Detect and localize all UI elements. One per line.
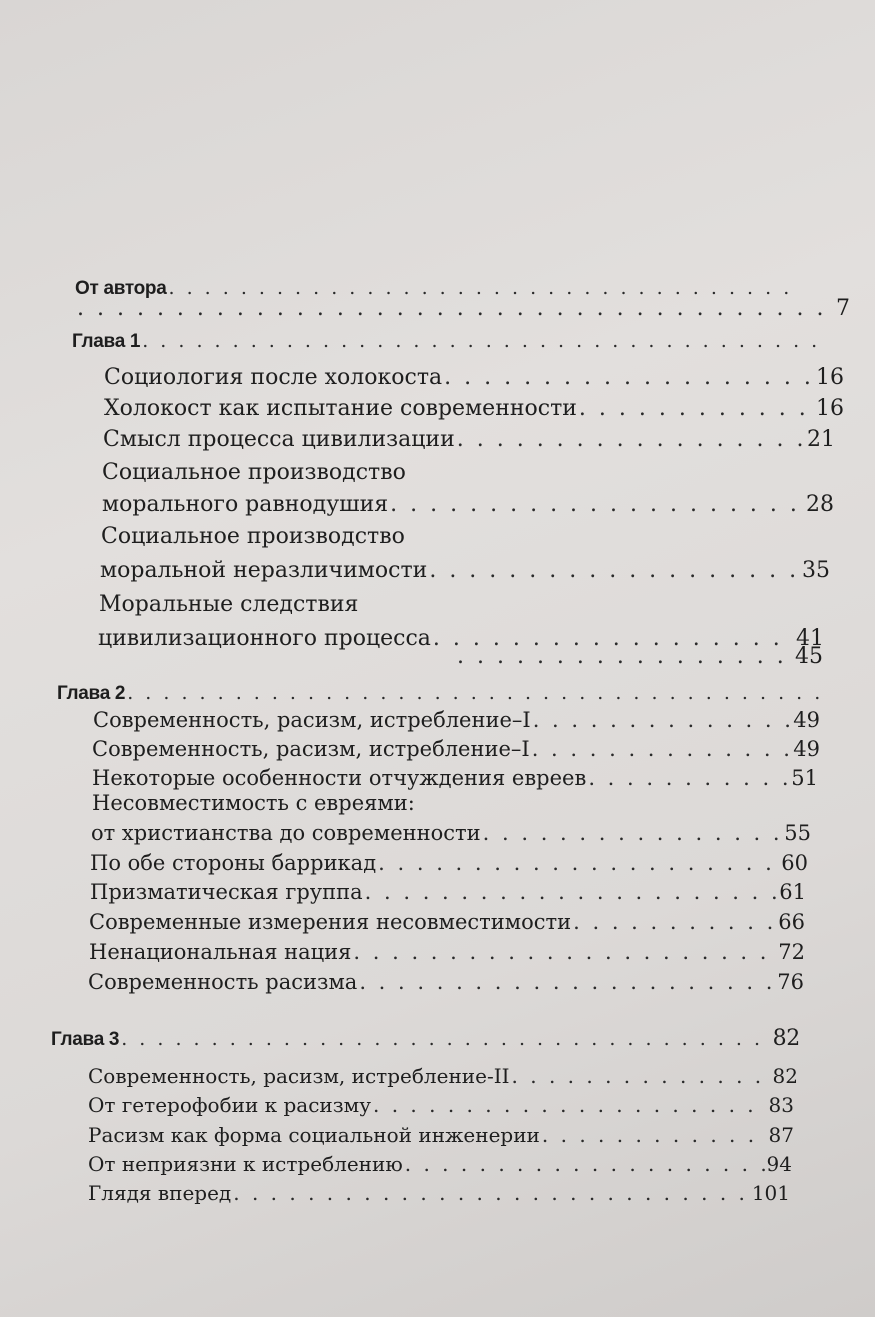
dot-leader — [483, 820, 783, 846]
chapter-title: Глава 1 — [72, 331, 141, 352]
toc-chapter-2-heading — [57, 682, 823, 705]
page-number: 35 — [802, 558, 830, 583]
toc-entry — [91, 820, 811, 846]
entry-title: От неприязни к истреблению — [88, 1152, 403, 1176]
page-number: 45 — [795, 644, 823, 669]
entry-title: Глядя вперед — [88, 1181, 232, 1205]
toc-entry — [89, 939, 805, 965]
entry-title: Социология после холокоста — [104, 365, 443, 390]
entry-title: Современные измерения несовместимости — [89, 910, 572, 934]
chapter-title: От автора — [75, 278, 167, 299]
toc-author-heading — [75, 263, 805, 300]
entry-title: цивилизационного процесса — [98, 626, 431, 651]
page-number: 21 — [807, 427, 835, 452]
dot-leader — [457, 644, 793, 670]
entry-title: Ненациональная нация — [89, 940, 352, 964]
dot-leader — [359, 969, 775, 995]
page-number: 82 — [772, 1026, 800, 1051]
page-number: 41 — [796, 626, 824, 651]
toc-chapter-3-heading — [51, 1026, 800, 1051]
dot-leader — [444, 365, 814, 391]
entry-title: от христианства до современности — [91, 821, 481, 845]
dot-leader — [573, 909, 776, 935]
dot-leader — [127, 682, 821, 704]
dot-leader — [405, 1151, 765, 1177]
toc-entry — [88, 1151, 792, 1177]
page-number: 94 — [766, 1152, 792, 1176]
toc-entry — [102, 492, 834, 518]
page-number: 55 — [784, 821, 811, 845]
dot-leader — [579, 396, 814, 422]
entry-title-line: Социальное производство — [101, 524, 405, 549]
page-number: 51 — [791, 766, 818, 790]
dot-leader — [512, 1063, 771, 1089]
page-number: 87 — [768, 1123, 794, 1147]
entry-title: Призматическая группа — [90, 880, 363, 904]
dot-leader — [121, 1028, 770, 1050]
page-number: 16 — [816, 365, 844, 390]
entry-title: Смысл процесса цивилизации — [103, 427, 455, 452]
page-number: 83 — [768, 1093, 794, 1117]
entry-title: Современность, расизм, истребление–I — [93, 708, 531, 732]
page-number: 101 — [751, 1181, 790, 1205]
toc-entry — [104, 396, 844, 422]
page-number: 49 — [793, 737, 820, 761]
dot-leader — [429, 558, 800, 584]
page-number: 66 — [778, 910, 805, 934]
dot-leader — [588, 765, 789, 791]
page-number: 76 — [777, 970, 804, 994]
dot-leader — [365, 879, 778, 905]
toc-entry — [100, 558, 830, 584]
toc-author-page — [75, 296, 850, 322]
dot-leader — [533, 707, 792, 733]
entry-title-line: Моральные следствия — [99, 592, 359, 617]
dot-leader — [77, 296, 834, 322]
dot-leader — [457, 427, 805, 453]
page-number: 82 — [772, 1064, 798, 1088]
toc-chapter-1-heading — [72, 330, 832, 353]
entry-title-line: Социальное производство — [102, 460, 406, 485]
entry-title: морального равнодушия — [102, 492, 389, 517]
entry-title: Современность, расизм, истребление-II — [88, 1064, 510, 1088]
entry-title: По обе стороны баррикад — [90, 851, 377, 875]
entry-title: Холокост как испытание современности — [104, 396, 577, 421]
page-number: 49 — [793, 708, 820, 732]
toc-entry — [104, 365, 844, 391]
dot-leader — [542, 1122, 767, 1148]
toc-entry — [88, 1180, 790, 1206]
toc-entry — [92, 765, 818, 791]
toc-entry — [89, 909, 805, 935]
dot-leader — [378, 850, 779, 876]
dot-leader — [142, 330, 830, 352]
dot-leader — [233, 1180, 750, 1206]
dot-leader — [390, 492, 804, 518]
page-number: 16 — [816, 396, 844, 421]
page-number: 72 — [778, 940, 805, 964]
entry-title: Современность, расизм, истребление–I — [92, 737, 530, 761]
entry-title: моральной неразличимости — [100, 558, 428, 583]
chapter-title: Глава 3 — [51, 1029, 120, 1050]
entry-title: Современность расизма — [88, 970, 358, 994]
chapter-title: Глава 2 — [57, 683, 126, 704]
toc-entry — [90, 850, 808, 876]
page-number: 28 — [806, 492, 834, 517]
toc-entry — [90, 879, 806, 905]
page-number: 61 — [779, 880, 806, 904]
entry-title: Некоторые особенности отчуждения евреев — [92, 766, 587, 790]
toc-entry — [88, 1092, 794, 1118]
page-number: 7 — [836, 296, 850, 321]
dot-leader — [532, 736, 792, 762]
entry-title: От гетерофобии к расизму — [88, 1093, 371, 1117]
toc-entry — [92, 736, 820, 762]
toc-entry — [88, 1122, 794, 1148]
toc-entry — [93, 707, 820, 733]
toc-entry — [88, 969, 804, 995]
toc-entry — [103, 427, 835, 453]
toc-entry — [455, 644, 823, 670]
toc-entry — [88, 1063, 798, 1089]
dot-leader — [353, 939, 776, 965]
entry-title: Расизм как форма социальной инженерии — [88, 1123, 540, 1147]
page-number: 60 — [781, 851, 808, 875]
entry-title-line: Несовместимость с евреями: — [92, 791, 415, 815]
dot-leader — [373, 1092, 767, 1118]
